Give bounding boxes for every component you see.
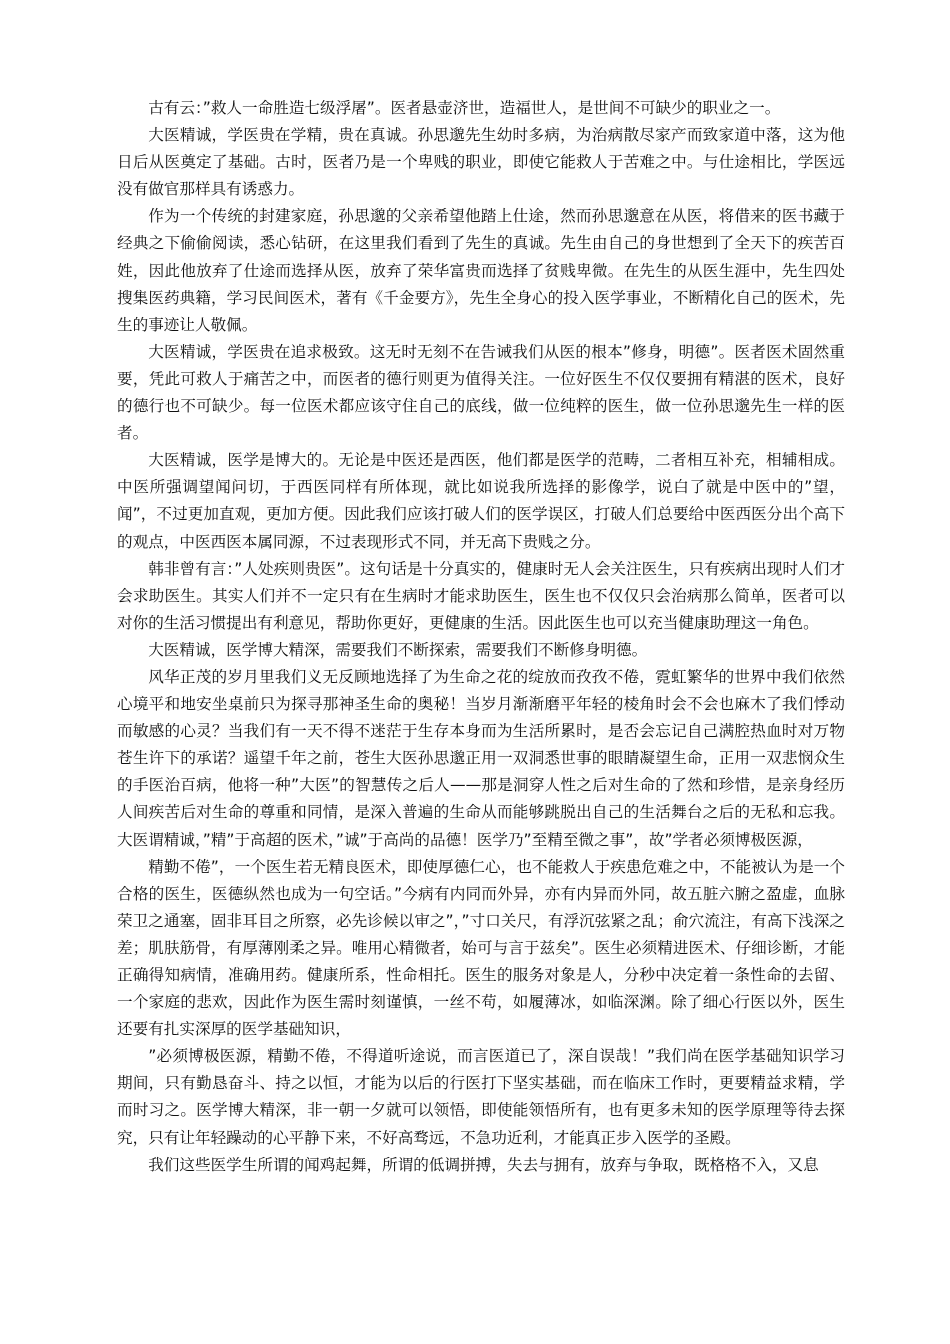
- paragraph-11: 我们这些医学生所谓的闻鸡起舞，所谓的低调拼搏，失去与拥有，放弃与争取，既格格不入，又息: [148, 1155, 819, 1174]
- paragraph-3: 作为一个传统的封建家庭，孙思邈的父亲希望他踏上仕途，然而孙思邈意在从医，将借来的医书藏于经典之下偷偷阅读，悉心钻研，在这里我们看到了先生的真诚。先生由自己的身世想到了全天下的疾苦百姓，因此他放弃了仕途而选择从医，放弃了荣华富贵而选择了贫贱卑微。在先生的从医生涯中，先生四处搜集医药典籍，学习民间医术，著有《千金要方》，先生全身心的投入医学事业，不断精化自己的医术，先生的事迹让人敬佩。: [117, 207, 845, 334]
- paragraph-1: 古有云：”救人一命胜造七级浮屠”。医者悬壶济世，造福世人，是世间不可缺少的职业之一。: [148, 99, 781, 117]
- paragraph-7: 大医精诚，医学博大精深，需要我们不断探索，需要我们不断修身明德。: [148, 640, 648, 659]
- paragraph-6: 韩非曾有言：”人处疾则贵医”。这句话是十分真实的，健康时无人会关注医生，只有疾病出现时人们才会求助医生。其实人们并不一定只有在生病时才能求助医生，医生也不仅仅只会治病那么简单，医者可以对你的生活习惯提出有利意见，帮助你更好，更健康的生活。因此医生也可以充当健康助理这一角色。: [117, 559, 845, 632]
- paragraph-2: 大医精诚，学医贵在学精，贵在真诚。孙思邈先生幼时多病，为治病散尽家产而致家道中落，这为他日后从医奠定了基础。古时，医者乃是一个卑贱的职业，即使它能救人于苦难之中。与仕途相比，学医远没有做官那样具有诱惑力。: [117, 126, 845, 199]
- paragraph-10: ”必须博极医源，精勤不倦，不得道听途说，而言医道已了，深自误哉！”我们尚在医学基础知识学习期间，只有勤恳奋斗、持之以恒，才能为以后的行医打下坚实基础，而在临床工作时，更要精益求精，学而时习之。医学博大精深，非一朝一夕就可以领悟，即使能领悟所有，也有更多未知的医学原理等待去探究，只有让年轻躁动的心平静下来，不好高骛远，不急功近利，才能真正步入医学的圣殿。: [117, 1047, 845, 1147]
- paragraph-9: 精勤不倦”，一个医生若无精良医术，即使厚德仁心，也不能救人于疾患危难之中，不能被认为是一个合格的医生，医德纵然也成为一句空话。”今病有内同而外异，亦有内异而外同，故五脏六腑之盈虚，血脉荣卫之通塞，固非耳目之所察，必先诊候以审之”，”寸口关尺，有浮沉弦紧之乱；俞穴流注，有高下浅深之差；肌肤筋骨，有厚薄刚柔之异。唯用心精微者，始可与言于兹矣”。医生必须精进医术、仔细诊断，才能正确得知病情，准确用药。健康所系，性命相托。医生的服务对象是人，分秒中决定着一条性命的去留、一个家庭的悲欢，因此作为医生需时刻谨慎，一丝不苟，如履薄冰，如临深渊。除了细心行医以外，医生还要有扎实深厚的医学基础知识，: [117, 857, 845, 1039]
- document-body: [117, 95, 845, 1179]
- paragraph-5: 大医精诚，医学是博大的。无论是中医还是西医，他们都是医学的范畴，二者相互补充，相辅相成。中医所强调望闻问切，于西医同样有所体现，就比如说我所选择的影像学，说白了就是中医中的”望，闻”，不过更加直观，更加方便。因此我们应该打破人们的医学误区，打破人们总要给中医西医分出个高下的观点，中医西医本属同源，不过表现形式不同，并无高下贵贱之分。: [117, 451, 845, 551]
- paragraph-4: 大医精诚，学医贵在追求极致。这无时无刻不在告诫我们从医的根本”修身，明德”。医者医术固然重要，凭此可救人于痛苦之中，而医者的德行则更为值得关注。一位好医生不仅仅要拥有精湛的医术，良好的德行也不可缺少。每一位医术都应该守住自己的底线，做一位纯粹的医生，做一位孙思邈先生一样的医者。: [117, 342, 845, 443]
- paragraph-8: 风华正茂的岁月里我们义无反顾地选择了为生命之花的绽放而孜孜不倦，霓虹繁华的世界中我们依然心境平和地安坐桌前只为探寻那神圣生命的奥秘！当岁月渐渐磨平年轻的棱角时会不会也麻木了我们悸动而敏感的心灵？当我们有一天不得不迷茫于生存本身而为生活所累时，是否会忘记自己满腔热血时对万物苍生许下的承诺？遥望千年之前，苍生大医孙思邈正用一双洞悉世事的眼睛凝望生命，正用一双悲悯众生的手医治百病，他将一种”大医”的智慧传之后人——那是洞穿人性之后对生命的了然和珍惜，是亲身经历人间疾苦后对生命的尊重和同情，是深入普遍的生命从而能够跳脱出自己的生活舞台之后的无私和忘我。大医谓精诚，”精”于高超的医术，”诚”于高尚的品德！医学乃”至精至微之事”，故”学者必须博极医源，: [117, 667, 845, 849]
